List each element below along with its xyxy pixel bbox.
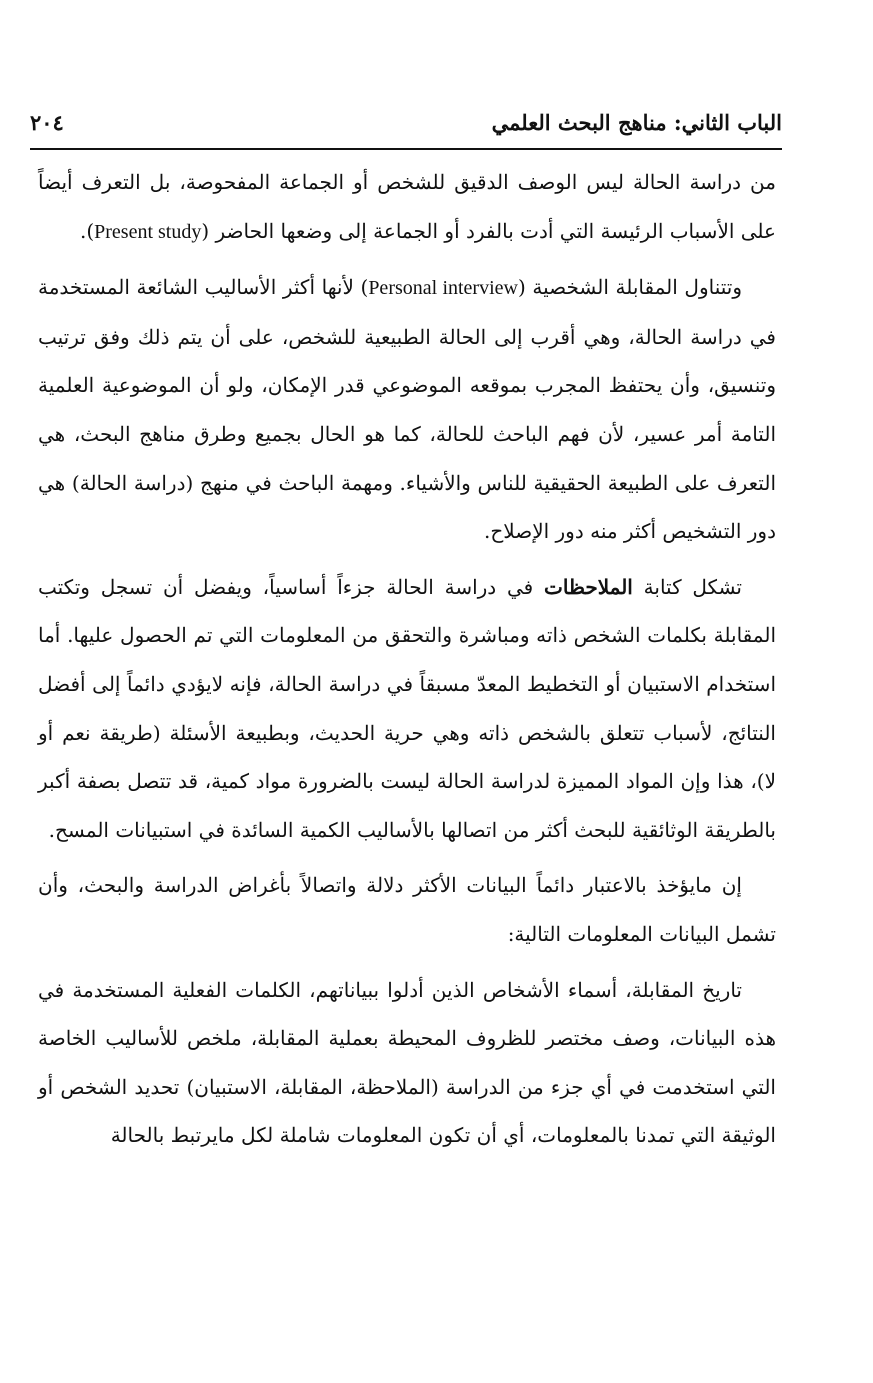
latin-term: Present study [94, 220, 202, 243]
paragraph [38, 861, 776, 958]
text-run: وتتناول المقابلة الشخصية ( [517, 275, 743, 300]
text-run: في دراسة الحالة جزءاً أساسياً، ويفضل أن تسجل وتكتب المقابلة بكلمات الشخص ذاته ومباشرة والتحقق من المعلومات التي تم الحصول عليها. أما استخدام الاستبيان أو التخطيط المعدّ مسبقاً في دراسة الحالة، فإنه لايؤدي دائماً إلى أفضل النتائج، لأسباب تتعلق بالشخص ذاته وهي حرية الحديث، وبطبيعة الأسئلة (طريقة نعم أو لا)، هذا وإن المواد المميزة لدراسة الحالة ليست بالضرورة مواد كمية، قد تتصل بصفة أكبر بالطريقة الوثائقية للبحث أكثر من اتصالها بالأساليب الكمية السائدة في استبيانات المسح. [38, 574, 776, 842]
text-run: ) لأنها أكثر الأساليب الشائعة المستخدمة في دراسة الحالة، وهي أقرب إلى الحالة الطبيعية للشخص، على أن يتم ذلك وفق ترتيب وتنسيق، وأن يحتفظ المجرب بموقعه الموضوعي قدر الإمكان، ولو أن الموضوعية العلمية التامة أمر عسير، لأن فهم الباحث للحالة، كما هو الحال بجميع وطرق مناهج البحث، هي التعرف على الطبيعة الحقيقية للناس والأشياء. ومهمة الباحث في منهج (دراسة الحالة) هي دور التشخيص أكثر منه دور الإصلاح. [38, 275, 776, 544]
latin-term: Personal interview [368, 277, 518, 300]
paragraph [38, 263, 776, 556]
body-text [38, 158, 776, 1160]
text-run: من دراسة الحالة ليس الوصف الدقيق للشخص أو الجماعة المفحوصة، بل التعرف أيضاً على الأسباب الرئيسة التي أدت بالفرد أو الجماعة إلى وضعها الحاضر ( [38, 170, 776, 243]
text-run: إن مايؤخذ بالاعتبار دائماً البيانات الأكثر دلالة واتصالاً بأغراض الدراسة والبحث، وأن تشمل البيانات المعلومات التالية: [38, 873, 776, 946]
text-run: تشكل كتابة [632, 574, 742, 599]
paragraph [38, 563, 776, 855]
text-run: تاريخ المقابلة، أسماء الأشخاص الذين أدلوا ببياناتهم، الكلمات الفعلية المستخدمة في هذه البيانات، وصف مختصر للظروف المحيطة بعملية المقابلة، ملخص للأساليب الخاصة التي استخدمت في أي جزء من الدراسة (الملاحظة، المقابلة، الاستبيان) تحديد الشخص أو الوثيقة التي تمدنا بالمعلومات، أي أن تكون المعلومات شاملة لكل مايرتبط بالحالة [38, 977, 776, 1148]
paragraph [38, 966, 776, 1160]
chapter-title: الباب الثاني: مناهج البحث العلمي [491, 110, 782, 135]
text-run: ). [79, 218, 95, 243]
running-header [30, 104, 782, 144]
bold-term: الملاحظات [544, 574, 633, 599]
header-rule [30, 148, 782, 150]
page-number: ٢٠٤ [30, 110, 64, 135]
paragraph [38, 158, 776, 256]
